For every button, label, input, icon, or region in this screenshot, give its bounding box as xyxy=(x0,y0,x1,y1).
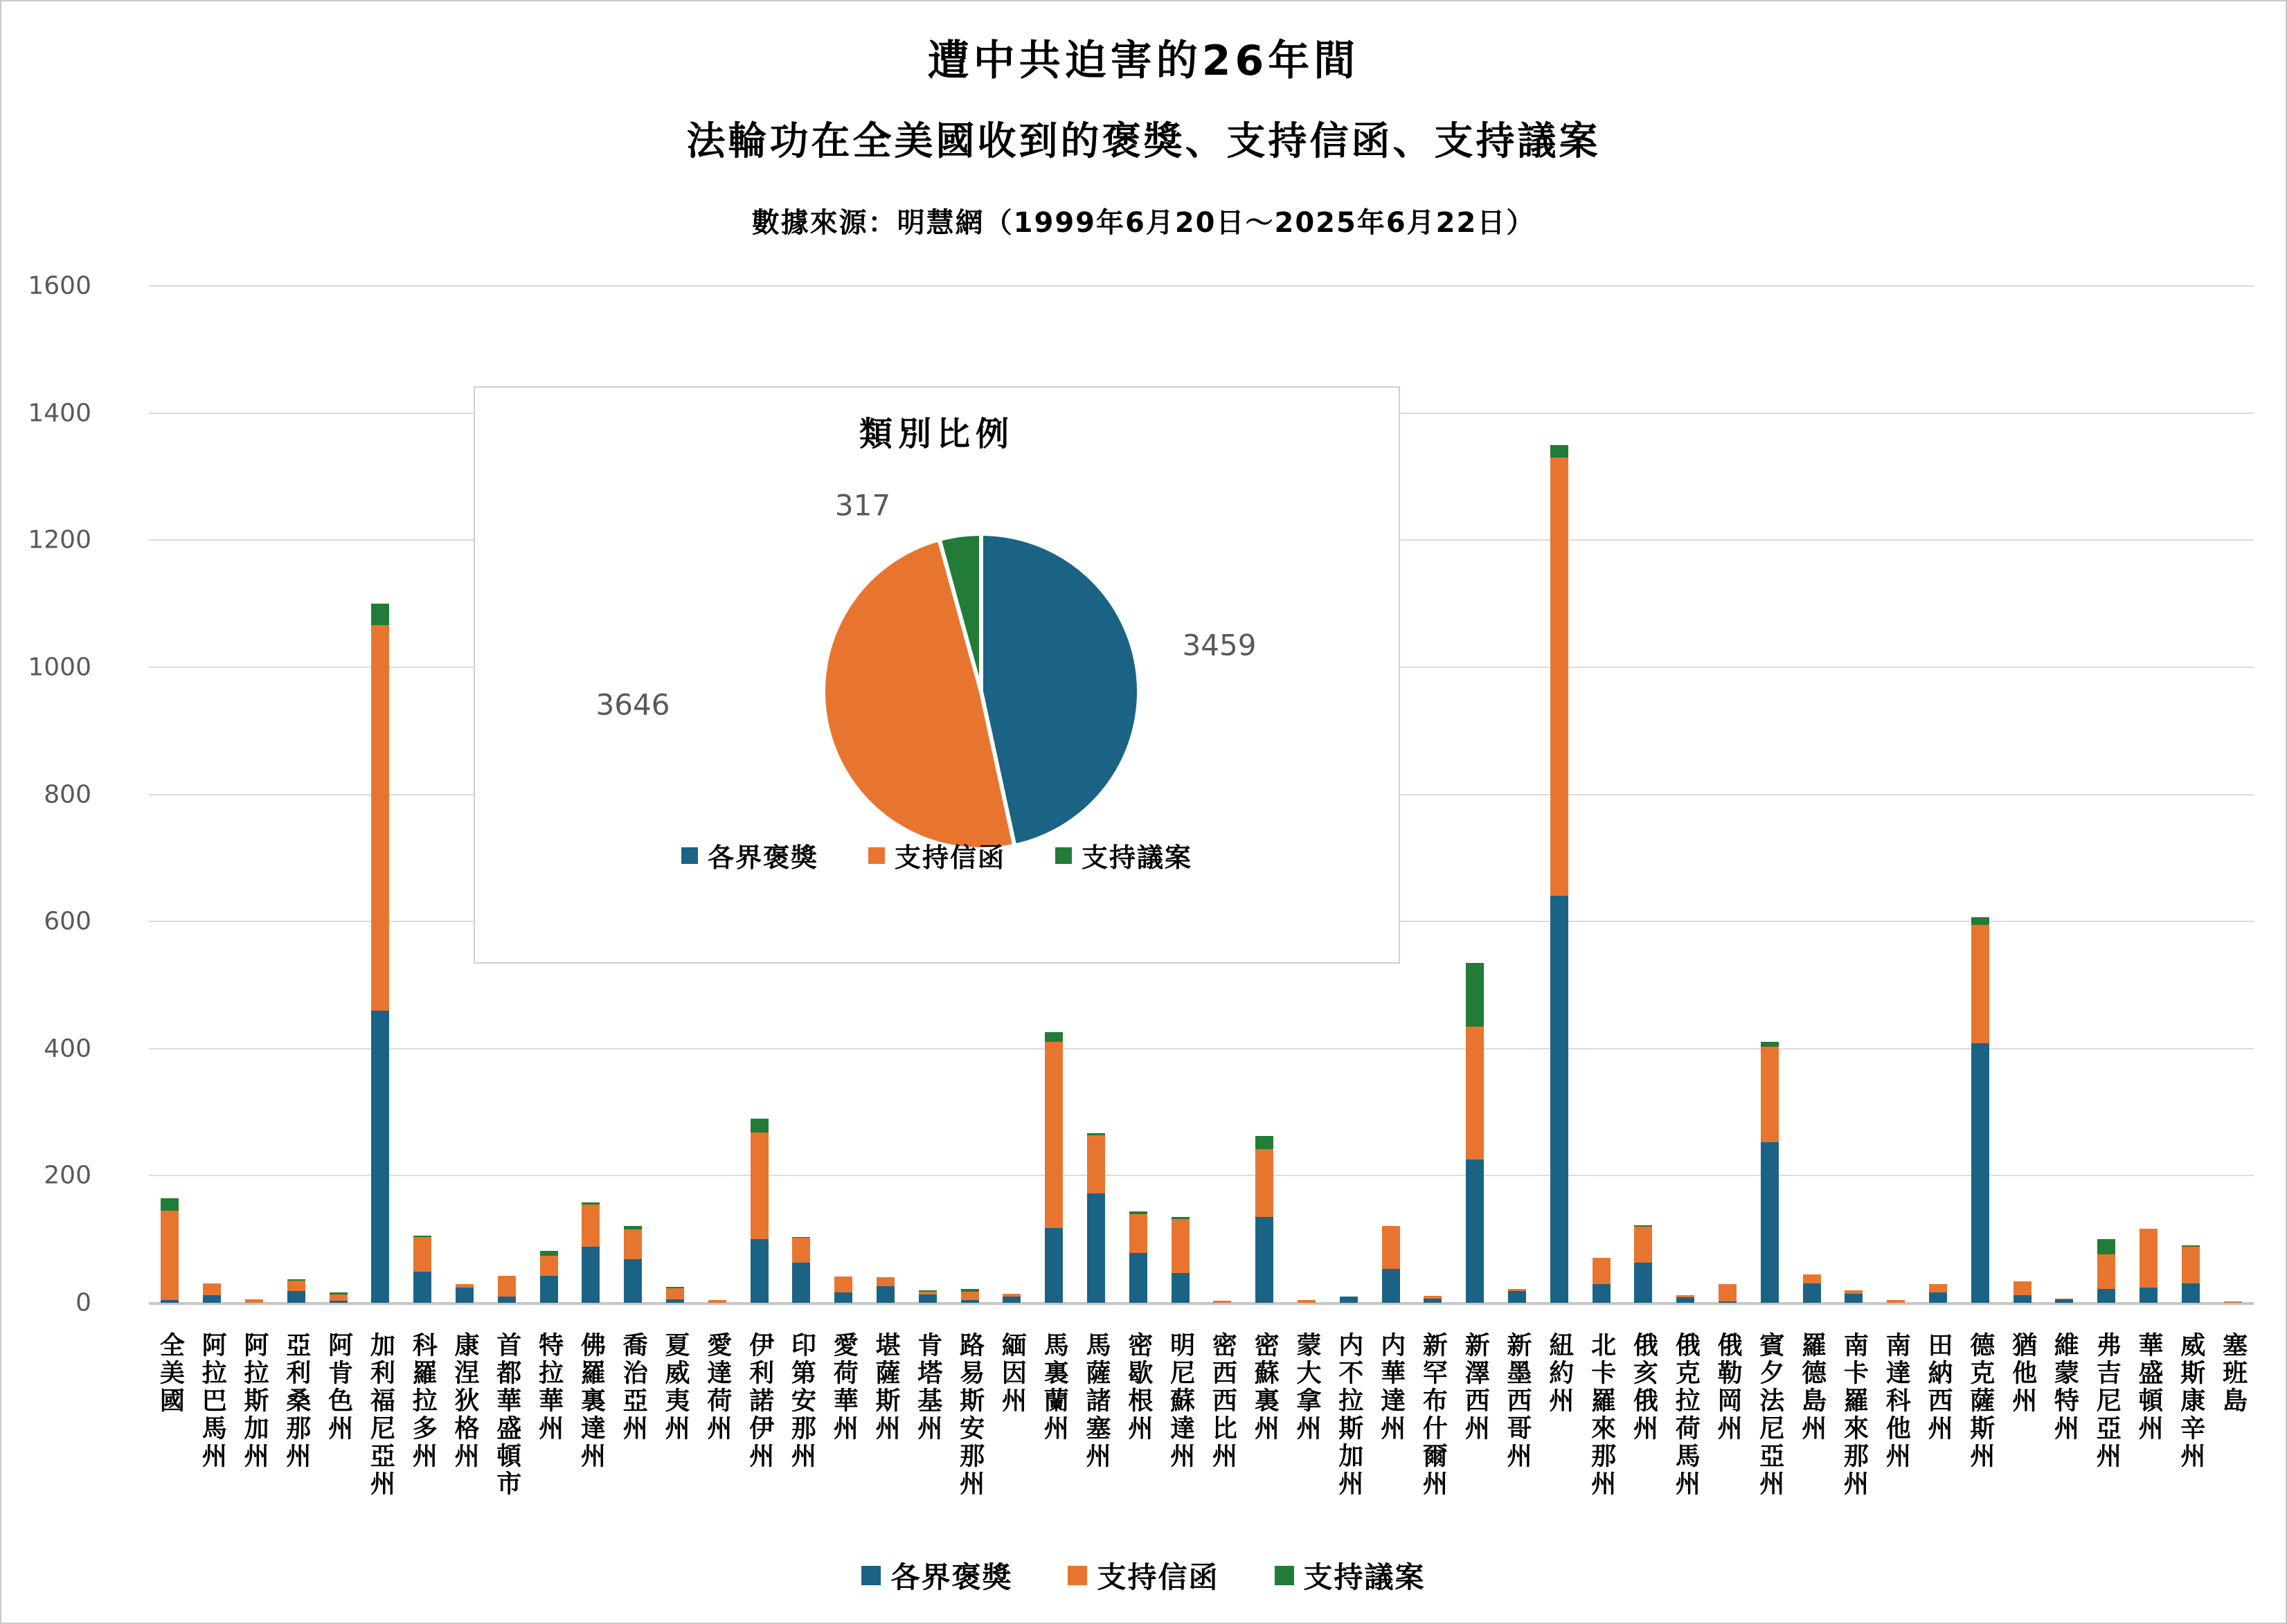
bar-segment-awards xyxy=(456,1288,474,1303)
x-axis-label-密蘇裏州: 密蘇裏州 xyxy=(1250,1332,1280,1443)
bar-column-田納西州 xyxy=(1917,286,1959,1303)
bar-segment-awards xyxy=(1087,1193,1105,1303)
x-axis-label-新墨西哥州: 新墨西哥州 xyxy=(1503,1332,1532,1470)
bar-segment-letters xyxy=(1803,1274,1821,1284)
bar-segment-awards xyxy=(961,1300,979,1303)
x-axis-label-維蒙特州: 維蒙特州 xyxy=(2050,1332,2079,1443)
bar-segment-resolutions xyxy=(1255,1136,1273,1148)
bar-segment-awards xyxy=(1761,1142,1779,1303)
bar-segment-awards xyxy=(498,1297,516,1303)
bar-segment-resolutions xyxy=(1761,1042,1779,1047)
x-axis-label-南卡羅來那州: 南卡羅來那州 xyxy=(1840,1332,1869,1498)
bottom-legend xyxy=(1,1555,2286,1596)
bar-column-阿拉巴馬州 xyxy=(191,286,233,1303)
bar-segment-awards xyxy=(1593,1284,1611,1303)
x-axis-label-首都華盛頓市: 首都華盛頓市 xyxy=(492,1332,521,1498)
y-tick-label-600: 600 xyxy=(44,907,91,936)
bar-column-羅德島州 xyxy=(1791,286,1833,1303)
bar-segment-awards xyxy=(1340,1297,1358,1303)
bar-segment-awards xyxy=(413,1272,431,1303)
bar-segment-awards xyxy=(582,1247,600,1303)
bar-segment-awards xyxy=(792,1263,810,1303)
x-axis-label-威斯康辛州: 威斯康辛州 xyxy=(2176,1332,2205,1470)
x-axis-label-堪薩斯州: 堪薩斯州 xyxy=(872,1332,900,1443)
bar-column-阿肯色州 xyxy=(317,286,359,1303)
bar-column-塞班島 xyxy=(2212,286,2254,1303)
resolutions-swatch-icon xyxy=(1055,847,1072,864)
pie-inset-title: 類別比例 xyxy=(859,415,1014,453)
pie-chart xyxy=(820,531,1142,852)
x-axis-label-康涅狄格州: 康涅狄格州 xyxy=(451,1332,479,1470)
bar-segment-letters xyxy=(245,1299,263,1303)
bar-segment-resolutions xyxy=(1466,963,1484,1027)
bar-segment-resolutions xyxy=(540,1251,558,1256)
x-axis-label-俄勒岡州: 俄勒岡州 xyxy=(1714,1332,1742,1443)
bar-column-德克薩斯州 xyxy=(1959,286,2001,1303)
bar-column-賓夕法尼亞州 xyxy=(1748,286,1791,1303)
bar-segment-letters xyxy=(1255,1149,1273,1217)
bar-segment-awards xyxy=(1466,1160,1484,1303)
bar-segment-awards xyxy=(751,1239,769,1303)
bar-column-加利福尼亞州 xyxy=(359,286,402,1303)
x-axis-label-喬治亞州: 喬治亞州 xyxy=(619,1332,648,1443)
inset-legend-item-resolutions xyxy=(1055,836,1192,874)
awards-swatch-icon xyxy=(861,1566,881,1585)
x-axis-label-加利福尼亞州: 加利福尼亞州 xyxy=(366,1332,395,1498)
bar-segment-resolutions xyxy=(751,1119,769,1133)
bar-segment-awards xyxy=(2097,1289,2115,1303)
y-tick-label-200: 200 xyxy=(44,1161,91,1190)
bar-segment-awards xyxy=(1550,896,1568,1303)
bar-segment-awards xyxy=(2140,1288,2158,1303)
bar-segment-awards xyxy=(1424,1299,1442,1303)
x-axis-label-内不拉斯加州: 内不拉斯加州 xyxy=(1334,1332,1363,1498)
x-axis-label-南達科他州: 南達科他州 xyxy=(1882,1332,1911,1470)
bar-segment-letters xyxy=(1593,1258,1611,1285)
x-axis-label-印第安那州: 印第安那州 xyxy=(787,1332,816,1470)
bar-segment-resolutions xyxy=(1550,445,1568,458)
bar-column-紐約州 xyxy=(1538,286,1580,1303)
bar-segment-letters xyxy=(2182,1247,2200,1283)
bar-segment-awards xyxy=(1382,1269,1400,1303)
bar-column-科羅拉多州 xyxy=(402,286,444,1303)
bar-segment-awards xyxy=(1003,1297,1021,1303)
bar-segment-awards xyxy=(1172,1273,1190,1303)
bar-segment-letters xyxy=(834,1276,852,1292)
bar-segment-resolutions xyxy=(161,1198,179,1211)
bar-segment-letters xyxy=(792,1238,810,1263)
x-axis-label-賓夕法尼亞州: 賓夕法尼亞州 xyxy=(1755,1332,1784,1498)
x-axis-label-羅德島州: 羅德島州 xyxy=(1797,1332,1827,1443)
pie-value-label-letters: 3646 xyxy=(595,687,670,722)
bar-segment-resolutions xyxy=(1045,1032,1063,1042)
bar-segment-letters xyxy=(877,1277,895,1286)
bar-segment-awards xyxy=(2182,1283,2200,1303)
bar-segment-letters xyxy=(371,625,389,1010)
bar-column-南卡羅來那州 xyxy=(1833,286,1875,1303)
bar-column-威斯康辛州 xyxy=(2169,286,2212,1303)
inset-legend-label-letters: 支持信函 xyxy=(894,842,1005,873)
bar-segment-letters xyxy=(1761,1047,1779,1142)
pie-value-label-resolutions: 317 xyxy=(834,488,891,523)
y-tick-label-1600: 1600 xyxy=(28,271,91,300)
x-axis-label-俄克拉荷馬州: 俄克拉荷馬州 xyxy=(1671,1332,1701,1498)
letters-swatch-icon xyxy=(868,847,885,864)
awards-swatch-icon xyxy=(681,847,698,864)
bar-segment-awards xyxy=(666,1299,684,1303)
y-tick-label-800: 800 xyxy=(44,780,91,809)
bar-segment-letters xyxy=(708,1300,726,1303)
page-title-line1: 遭中共迫害的26年間 xyxy=(927,37,1360,85)
bar-column-俄克拉荷馬州 xyxy=(1665,286,1707,1303)
bar-segment-resolutions xyxy=(1971,917,1989,925)
inset-legend-label-resolutions: 支持議案 xyxy=(1082,842,1193,873)
bar-segment-letters xyxy=(1634,1227,1652,1263)
page-title-line2: 法輪功在全美國收到的褒獎、支持信函、支持議案 xyxy=(686,119,1601,164)
x-axis-label-北卡羅來那州: 北卡羅來那州 xyxy=(1587,1332,1616,1498)
x-axis-label-内華達州: 内華達州 xyxy=(1376,1332,1406,1443)
bottom-legend-item-awards xyxy=(861,1555,1012,1596)
bar-segment-awards xyxy=(1129,1253,1147,1303)
bar-segment-letters xyxy=(961,1292,979,1300)
bar-segment-letters xyxy=(582,1205,600,1247)
bar-column-阿拉斯加州 xyxy=(233,286,276,1303)
x-axis-label-德克薩斯州: 德克薩斯州 xyxy=(1966,1332,1995,1470)
inset-legend-item-letters xyxy=(868,836,1005,874)
bar-segment-awards xyxy=(1929,1292,1947,1303)
bar-segment-letters xyxy=(1045,1042,1063,1228)
bar-column-華盛頓州 xyxy=(2128,286,2170,1303)
bar-segment-awards xyxy=(1508,1291,1526,1303)
bar-column-北卡羅來那州 xyxy=(1580,286,1622,1303)
bar-segment-awards xyxy=(877,1286,895,1303)
x-axis-label-路易斯安那州: 路易斯安那州 xyxy=(956,1332,985,1498)
bar-column-猶他州 xyxy=(2001,286,2043,1303)
x-axis-label-紐約州: 紐約州 xyxy=(1545,1332,1574,1415)
x-axis-label-緬因州: 緬因州 xyxy=(998,1332,1027,1415)
bar-column-弗吉尼亞州 xyxy=(2086,286,2128,1303)
bottom-legend-label-awards: 各界褒獎 xyxy=(890,1560,1013,1594)
x-axis-label-夏威夷州: 夏威夷州 xyxy=(661,1332,690,1443)
bottom-legend-label-resolutions: 支持議案 xyxy=(1303,1560,1426,1594)
x-axis-label-田納西州: 田納西州 xyxy=(1924,1332,1953,1443)
x-axis-label-愛達荷州: 愛達荷州 xyxy=(703,1332,732,1443)
x-axis-label-明尼蘇達州: 明尼蘇達州 xyxy=(1166,1332,1195,1470)
bar-segment-letters xyxy=(2014,1281,2032,1295)
x-axis-label-密歇根州: 密歇根州 xyxy=(1124,1332,1153,1443)
y-tick-label-0: 0 xyxy=(75,1288,91,1317)
inset-legend-item-awards xyxy=(681,836,818,874)
bar-segment-letters xyxy=(1382,1226,1400,1269)
bar-column-全美國 xyxy=(149,286,191,1303)
bar-segment-letters xyxy=(1887,1300,1905,1303)
bar-segment-letters xyxy=(413,1237,431,1272)
bar-segment-awards xyxy=(1255,1217,1273,1303)
bar-segment-awards xyxy=(1803,1283,1821,1303)
bar-segment-awards xyxy=(919,1294,937,1303)
bar-segment-letters xyxy=(2097,1254,2115,1289)
x-axis-label-阿拉巴馬州: 阿拉巴馬州 xyxy=(198,1332,227,1470)
bar-segment-awards xyxy=(161,1300,179,1303)
bar-segment-awards xyxy=(330,1301,348,1303)
bar-segment-letters xyxy=(203,1283,221,1295)
bar-column-新罕布什爾州 xyxy=(1412,286,1454,1303)
x-axis-label-馬裏蘭州: 馬裏蘭州 xyxy=(1040,1332,1069,1443)
bar-segment-resolutions xyxy=(2097,1239,2115,1254)
x-axis-label-密西西比州: 密西西比州 xyxy=(1208,1332,1237,1470)
bar-segment-letters xyxy=(1087,1135,1105,1193)
bar-segment-letters xyxy=(1971,925,1989,1044)
y-tick-label-1200: 1200 xyxy=(28,525,91,554)
x-axis-label-新罕布什爾州: 新罕布什爾州 xyxy=(1419,1332,1448,1498)
x-axis-label-全美國: 全美國 xyxy=(156,1332,185,1415)
bar-segment-letters xyxy=(624,1229,642,1259)
bar-segment-awards xyxy=(540,1276,558,1303)
bar-segment-awards xyxy=(1634,1263,1652,1303)
x-axis-label-伊利諾伊州: 伊利諾伊州 xyxy=(745,1332,774,1470)
bar-segment-letters xyxy=(2224,1301,2242,1303)
bar-segment-awards xyxy=(371,1011,389,1303)
bar-segment-awards xyxy=(203,1295,221,1303)
x-axis-label-弗吉尼亞州: 弗吉尼亞州 xyxy=(2092,1332,2122,1470)
bar-segment-awards xyxy=(1845,1294,1863,1303)
x-axis-label-猶他州: 猶他州 xyxy=(2008,1332,2037,1415)
x-axis-label-塞班島: 塞班島 xyxy=(2218,1332,2248,1415)
bar-segment-awards xyxy=(287,1291,305,1303)
x-axis-label-蒙大拿州: 蒙大拿州 xyxy=(1293,1332,1321,1443)
bar-segment-resolutions xyxy=(371,604,389,625)
bar-segment-letters xyxy=(1550,458,1568,896)
bar-segment-awards xyxy=(1676,1297,1694,1303)
bar-segment-letters xyxy=(1298,1300,1316,1303)
bar-column-維蒙特州 xyxy=(2043,286,2086,1303)
x-axis-label-華盛頓州: 華盛頓州 xyxy=(2135,1332,2163,1443)
bar-segment-awards xyxy=(1719,1301,1737,1303)
bar-segment-awards xyxy=(1971,1043,1989,1303)
pie-inset-panel xyxy=(474,386,1400,964)
bar-segment-letters xyxy=(751,1133,769,1239)
x-axis-label-肯塔基州: 肯塔基州 xyxy=(913,1332,942,1443)
bottom-legend-label-letters: 支持信函 xyxy=(1097,1560,1219,1594)
bar-column-亞利桑那州 xyxy=(275,286,317,1303)
bar-column-俄勒岡州 xyxy=(1707,286,1749,1303)
bar-segment-letters xyxy=(666,1288,684,1299)
x-axis-label-馬薩諸塞州: 馬薩諸塞州 xyxy=(1082,1332,1111,1470)
x-axis-label-愛荷華州: 愛荷華州 xyxy=(829,1332,859,1443)
bar-segment-letters xyxy=(1719,1284,1737,1301)
inset-legend-label-awards: 各界褒獎 xyxy=(707,842,818,873)
x-axis-label-俄亥俄州: 俄亥俄州 xyxy=(1629,1332,1658,1443)
bar-segment-letters xyxy=(1129,1214,1147,1253)
bar-segment-letters xyxy=(540,1256,558,1276)
bar-segment-awards xyxy=(2055,1299,2073,1303)
x-axis-label-特拉華州: 特拉華州 xyxy=(535,1332,564,1443)
y-tick-label-1400: 1400 xyxy=(28,399,91,428)
bar-column-俄亥俄州 xyxy=(1622,286,1665,1303)
bar-segment-letters xyxy=(161,1211,179,1300)
x-axis-label-佛羅裏達州: 佛羅裏達州 xyxy=(577,1332,606,1470)
bottom-legend-item-letters xyxy=(1068,1555,1219,1596)
bar-segment-letters xyxy=(1929,1284,1947,1292)
bar-segment-letters xyxy=(1213,1301,1231,1303)
letters-swatch-icon xyxy=(1068,1566,1087,1585)
bar-segment-letters xyxy=(2140,1229,2158,1288)
bar-segment-letters xyxy=(498,1276,516,1296)
bar-segment-letters xyxy=(330,1294,348,1301)
y-tick-label-400: 400 xyxy=(44,1034,91,1063)
bar-segment-awards xyxy=(834,1292,852,1303)
x-axis-label-阿拉斯加州: 阿拉斯加州 xyxy=(240,1332,269,1470)
x-axis-label-亞利桑那州: 亞利桑那州 xyxy=(282,1332,311,1470)
pie-value-label-awards: 3459 xyxy=(1182,628,1257,662)
bar-column-南達科他州 xyxy=(1875,286,1917,1303)
x-axis-label-新澤西州: 新澤西州 xyxy=(1461,1332,1490,1443)
data-source-subtitle: 數據來源：明慧網（1999年6月20日～2025年6月22日） xyxy=(751,207,1536,239)
x-axis-label-科羅拉多州: 科羅拉多州 xyxy=(409,1332,438,1470)
bar-column-新澤西州 xyxy=(1454,286,1496,1303)
bar-segment-awards xyxy=(624,1259,642,1303)
bar-column-新墨西哥州 xyxy=(1496,286,1539,1303)
bar-segment-letters xyxy=(1466,1027,1484,1160)
inset-legend xyxy=(475,836,1399,874)
bar-segment-letters xyxy=(1172,1219,1190,1273)
resolutions-swatch-icon xyxy=(1275,1566,1294,1585)
bar-segment-awards xyxy=(2014,1295,2032,1303)
bar-segment-letters xyxy=(287,1281,305,1291)
bottom-legend-item-resolutions xyxy=(1275,1555,1426,1596)
bar-segment-awards xyxy=(1045,1228,1063,1303)
y-tick-label-1000: 1000 xyxy=(28,653,91,682)
x-axis-label-阿肯色州: 阿肯色州 xyxy=(324,1332,353,1443)
